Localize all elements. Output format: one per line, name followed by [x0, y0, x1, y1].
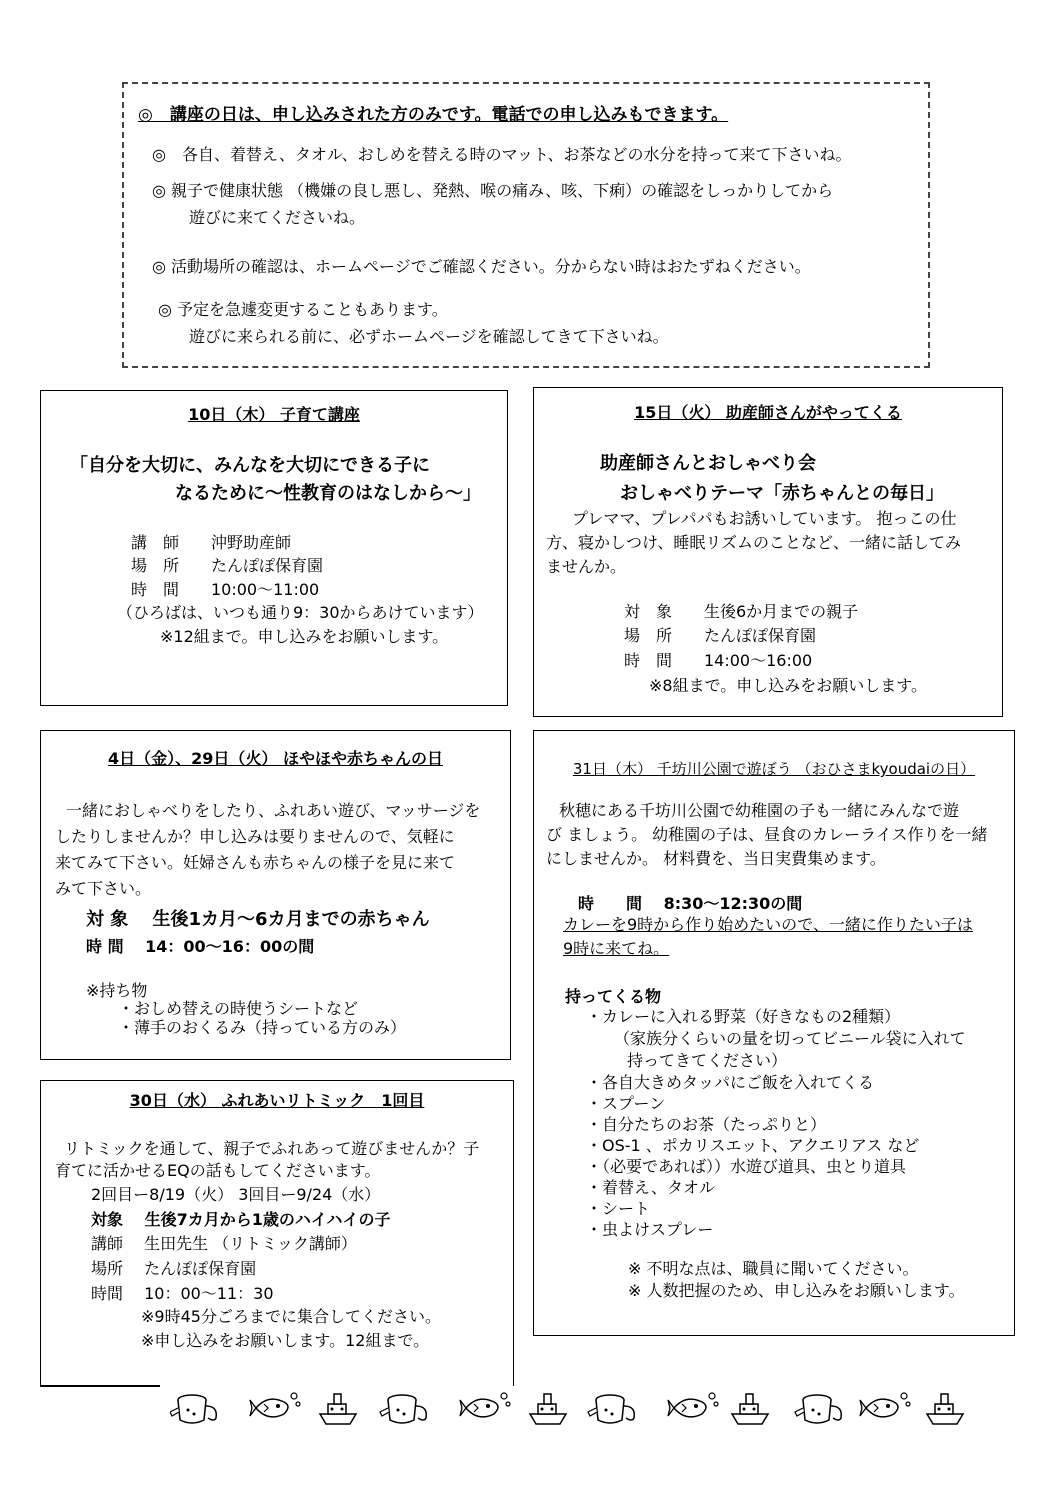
event-4-para-3: 来てみて下さい。妊婦さんも赤ちゃんの様子を見に来て [55, 853, 456, 872]
event-10-row-place: 場 所 たんぽぽ保育園 [131, 556, 324, 575]
event-4-item-2: ・薄手のおくるみ（持っている方のみ） [118, 1018, 407, 1037]
event-30-row-lecturer: 講師 生田先生 （リトミック講師） [91, 1234, 357, 1253]
event-15-sub-2: おしゃべりテーマ「赤ちゃんとの毎日」 [620, 483, 944, 504]
boat-icon [530, 1394, 566, 1424]
boat-icon [927, 1394, 963, 1424]
event-15-sub-1: 助産師さんとおしゃべり会 [600, 453, 816, 474]
event-31-item: ・スプーン [586, 1094, 666, 1113]
event-15-title: 15日（火） 助産師さんがやってくる [634, 403, 902, 422]
event-10-quote-1: 「自分を大切に、みんなを大切にできる子に [70, 455, 430, 476]
event-10-title: 10日（木） 子育て講座 [188, 405, 360, 424]
event-30-row-place: 場所 たんぽぽ保育園 [91, 1259, 257, 1278]
boat-icon [732, 1394, 768, 1424]
event-31-para-2: び ましょう。 幼稚園の子は、昼食のカレーライス作りを一緒 [546, 825, 988, 844]
event-4-title: 4日（金）、29日（火） ほやほや赤ちゃんの日 [108, 749, 443, 768]
event-15-row-time: 時 間 14:00～16:00 [624, 651, 813, 670]
event-31-item: ・各自大きめタッパにご飯を入れてくる [586, 1073, 875, 1092]
event-15-note: ※8組まで。申し込みをお願いします。 [649, 676, 927, 695]
event-31-item: ・OS-1 、ポカリスエット、アクエリアス など [586, 1136, 920, 1155]
event-31-para-3: にしませんか。 材料費を、当日実費集めます。 [546, 849, 886, 868]
event-15-para-2: 方、寝かしつけ、睡眠リズムのことなど、一緒に話してみ [546, 533, 962, 552]
event-31-note-2: ※ 人数把握のため、申し込みをお願いします。 [628, 1281, 965, 1300]
event-10-row-lecturer: 講 師 沖野助産師 [131, 533, 292, 552]
event-15-row-target: 対 象 生後6か月までの親子 [624, 602, 859, 621]
boat-icon [320, 1394, 356, 1424]
event-30-row-target: 対象 生後7カ月から1歳のハイハイの子 [91, 1210, 391, 1229]
notice-line-3: ◎ 活動場所の確認は、ホームページでご確認ください。分からない時はおたずねください。 [152, 257, 811, 276]
event-15-para-3: ませんか。 [546, 557, 627, 576]
event-31-time: 時 間 8:30～12:30の間 [578, 894, 803, 913]
notice-line-1: ◎ 各自、着替え、タオル、おしめを替える時のマット、お茶などの水分を持って来て下さいね。 [152, 145, 852, 164]
box-30-bottom-line [40, 1385, 160, 1387]
event-30-dates: 2回目ー8/19（火） 3回目ー9/24（水） [91, 1185, 381, 1204]
event-4-para-4: みて下さい。 [55, 879, 152, 898]
event-31-item: （家族分くらいの量を切ってビニール袋に入れて [614, 1029, 966, 1048]
watering-can-icon [170, 1395, 216, 1423]
event-31-item: ・自分たちのお茶（たっぷりと） [586, 1115, 827, 1134]
event-30-para-2: 育てに活かせるEQの話もしてくださいます。 [55, 1161, 381, 1180]
notice-line-2b: 遊びに来てくださいね。 [189, 208, 366, 227]
event-4-item-1: ・おしめ替えの時使うシートなど [118, 999, 359, 1018]
event-30-para-1: リトミックを通して、親子でふれあって遊びませんか？子 [64, 1139, 480, 1158]
event-30-title: 30日（水） ふれあいリトミック 1回目 [129, 1091, 425, 1110]
event-31-para-1: 秋穂にある千坊川公園で幼稚園の子も一緒にみんなで遊 [559, 801, 960, 820]
event-31-curry-2: 9時に来てね。 [563, 939, 670, 958]
event-10-note-2: ※12組まで。申し込みをお願いします。 [160, 627, 449, 646]
event-4-row-time: 時 間 14：00～16：00の間 [86, 937, 315, 956]
event-30-row-time: 時間 10：00～11：30 [91, 1284, 274, 1303]
event-31-item: ・カレーに入れる野菜（好きなもの2種類） [586, 1007, 901, 1026]
event-31-item: ・虫よけスプレー [586, 1220, 714, 1239]
event-10-row-time: 時 間 10:00～11:00 [131, 580, 320, 599]
event-31-note-1: ※ 不明な点は、職員に聞いてください。 [628, 1259, 919, 1278]
event-4-para-2: したりしませんか？申し込みは要りませんので、気軽に [55, 827, 455, 846]
event-30-note-2: ※申し込みをお願いします。12組まで。 [141, 1331, 430, 1350]
event-15-para-1: プレママ、プレパパもお誘いしています。 抱っこの仕 [572, 509, 957, 528]
notice-line-4b: 遊びに来られる前に、必ずホームページを確認してきて下さいね。 [189, 327, 669, 346]
notice-line-2a: ◎ 親子で健康状態 （機嫌の良し悪し、発熱、喉の痛み、咳、下痢）の確認をしっかりしてから [152, 181, 834, 200]
event-15-row-place: 場 所 たんぽぽ保育園 [624, 626, 817, 645]
event-10-note-1: （ひろばは、いつも通り9：30からあけています） [117, 603, 484, 622]
event-31-item: ・シート [586, 1199, 651, 1218]
event-31-item: ・着替え、タオル [586, 1178, 715, 1197]
event-31-item: 持ってきてください） [627, 1051, 788, 1070]
event-4-items-label: ※持ち物 [86, 981, 148, 1000]
event-31-curry-1: カレーを9時から作り始めたいので、一緒に作りたい子は [563, 915, 973, 934]
decoration-svg [170, 1388, 970, 1428]
notice-heading: ◎ 講座の日は、申し込みされた方のみです。電話での申し込みもできます。 [138, 105, 729, 125]
watering-can-icon [588, 1395, 634, 1423]
decoration-strip [170, 1388, 970, 1428]
fish-icon [668, 1393, 718, 1417]
notice-line-4a: ◎ 予定を急遽変更することもあります。 [158, 300, 448, 319]
watering-can-icon [380, 1395, 426, 1423]
fish-icon [250, 1393, 300, 1417]
event-4-para-1: 一緒におしゃべりをしたり、ふれあい遊び、マッサージを [66, 801, 481, 820]
event-31-title: 31日（木） 千坊川公園で遊ぼう （おひさまkyoudaiの日） [572, 760, 976, 778]
event-31-item: ・（必要であれば））水遊び道具、虫とり道具 [586, 1157, 907, 1176]
event-30-note-1: ※9時45分ごろまでに集合してください。 [141, 1307, 441, 1326]
watering-can-icon [795, 1395, 841, 1423]
event-4-row-target: 対 象 生後1カ月～6カ月までの赤ちゃん [86, 909, 430, 930]
event-31-items-label: 持ってくる物 [565, 987, 662, 1006]
event-10-quote-2: なるために～性教育のはなしから～」 [175, 483, 481, 504]
fish-icon [860, 1393, 910, 1417]
fish-icon [460, 1393, 510, 1417]
